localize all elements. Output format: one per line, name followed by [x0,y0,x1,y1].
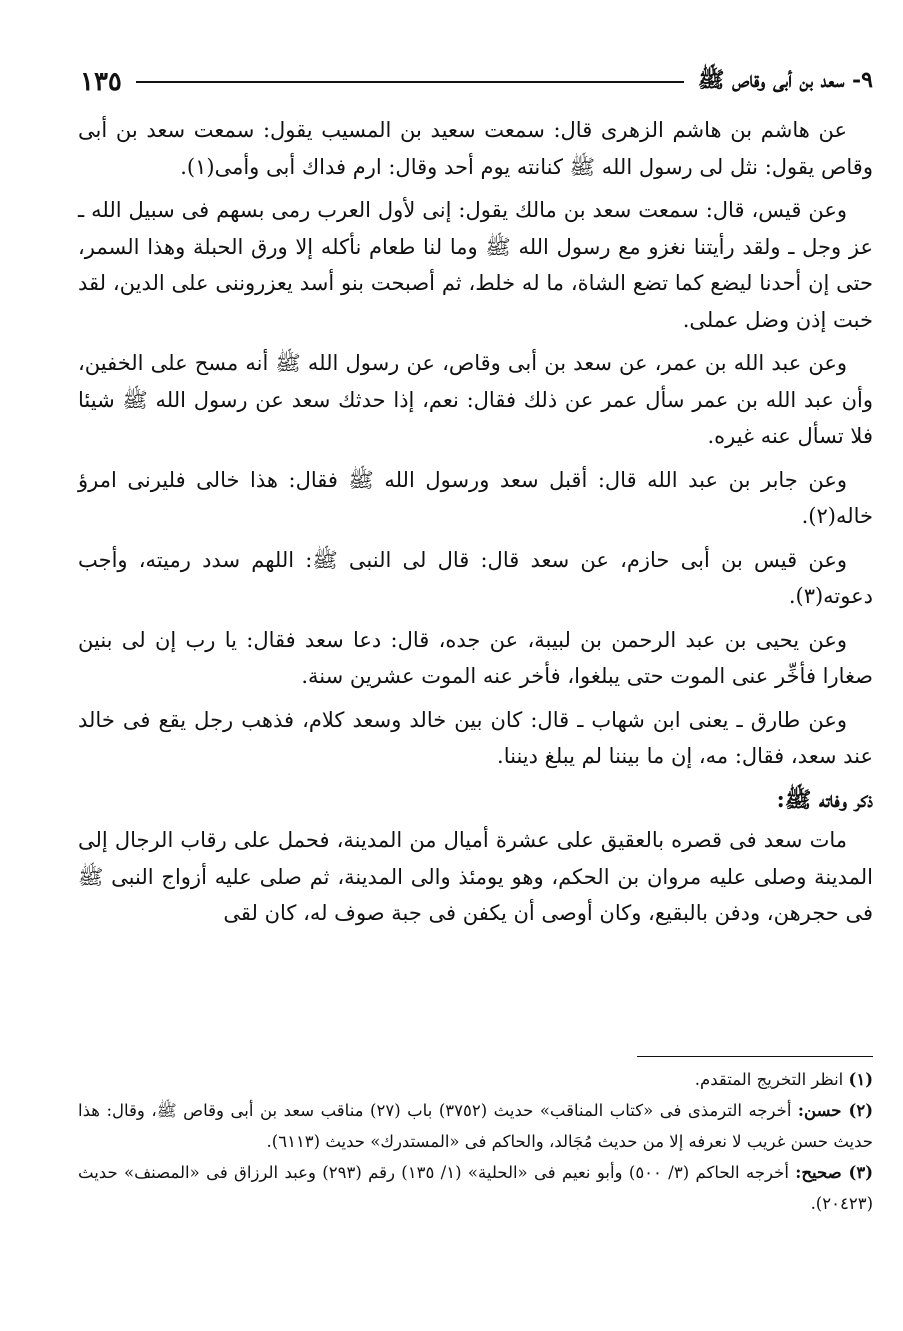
section-heading: ذكر وفاته ﷺ: [776,786,873,813]
footnote-rule [637,1056,873,1057]
footnote-text: أخرجه الترمذى فى «كتاب المناقب» حديث (٣٧٥٢) باب (٢٧) مناقب سعد بن أبى وقاص ﷺ، وقال: هذا حديث حسن غريب لا نعرفه إلا من حديث مُجَالد، والحاكم فى «المستدرك» حديث (٦١١٣). [78,1101,873,1151]
paragraph: وعن قيس، قال: سمعت سعد بن مالك يقول: إنى لأول العرب رمى بسهم فى سبيل الله ـ عز وجل ـ ولقد رأيتنا نغزو مع رسول الله ﷺ وما لنا طعام نأكله إلا ورق الحبلة وهذا السمر، حتى إن أحدنا ليضع كما تضع الشاة، ما له خلط، ثم أصبحت بنو أسد يعزروننى على الدين، لقد خبت إذن وضل عملى. [78,198,873,332]
footnote-label: (٣) صحيح: [795,1163,873,1182]
paragraph: وعن جابر بن عبد الله قال: أقبل سعد ورسول الله ﷺ فقال: هذا خالى فليرنى امرؤ خاله(٢). [78,467,873,528]
chapter-title: ٩- سعد بن أبى وقاص ﷺ [697,67,873,93]
page-number: ١٣٥ [80,67,122,97]
footnote-label: (٢) حسن: [797,1101,873,1120]
paragraph: وعن قيس بن أبى حازم، عن سعد قال: قال لى النبى ﷺ: اللهم سدد رميته، وأجب دعوته(٣). [78,547,873,608]
header-rule [136,81,684,83]
paragraph: وعن عبد الله بن عمر، عن سعد بن أبى وقاص، عن رسول الله ﷺ أنه مسح على الخفين، وأن عبد الله بن عمر سأل عمر عن ذلك فقال: نعم، إذا حدثك سعد عن رسول الله ﷺ شيئا فلا تسأل عنه غيره. [78,351,873,448]
footnote [78,1095,873,1157]
paragraph: وعن يحيى بن عبد الرحمن بن لبيبة، عن جده، قال: دعا سعد فقال: يا رب إن لى بنين صغارا فأخِّر عنى الموت حتى يبلغوا، فأخر عنه الموت عشرين سنة. [78,627,873,688]
paragraph: عن هاشم بن هاشم الزهرى قال: سمعت سعيد بن المسيب يقول: سمعت سعد بن أبى وقاص يقول: نثل لى رسول الله ﷺ كنانته يوم أحد وقال: ارم فداك أبى وأمى(١). [78,118,873,179]
paragraph: وعن طارق ـ يعنى ابن شهاب ـ قال: كان بين خالد وسعد كلام، فذهب رجل يقع فى خالد عند سعد، فقال: مه، إن ما بيننا لم يبلغ ديننا. [78,707,873,768]
page-header [80,62,873,102]
footnotes [78,1064,873,1219]
footnote-label: (١) [848,1070,873,1089]
main-text [78,112,873,939]
footnote-text: أخرجه الحاكم (٣/ ٥٠٠) وأبو نعيم فى «الحلية» (١/ ١٣٥) رقم (٢٩٣) وعبد الرزاق فى «المصنف» حديث (٢٠٤٢٣). [78,1163,873,1213]
footnote [78,1064,873,1095]
footnote [78,1157,873,1219]
footnote-text: انظر التخريج المتقدم. [694,1070,844,1089]
paragraph: مات سعد فى قصره بالعقيق على عشرة أميال من المدينة، فحمل على رقاب الرجال إلى المدينة وصلى عليه مروان بن الحكم، وهو يومئذ والى المدينة، ثم صلى عليه أزواج النبى ﷺ فى حجرهن، ودفن بالبقيع، وكان أوصى أن يكفن فى جبة صوف له، كان لقى [78,828,873,925]
